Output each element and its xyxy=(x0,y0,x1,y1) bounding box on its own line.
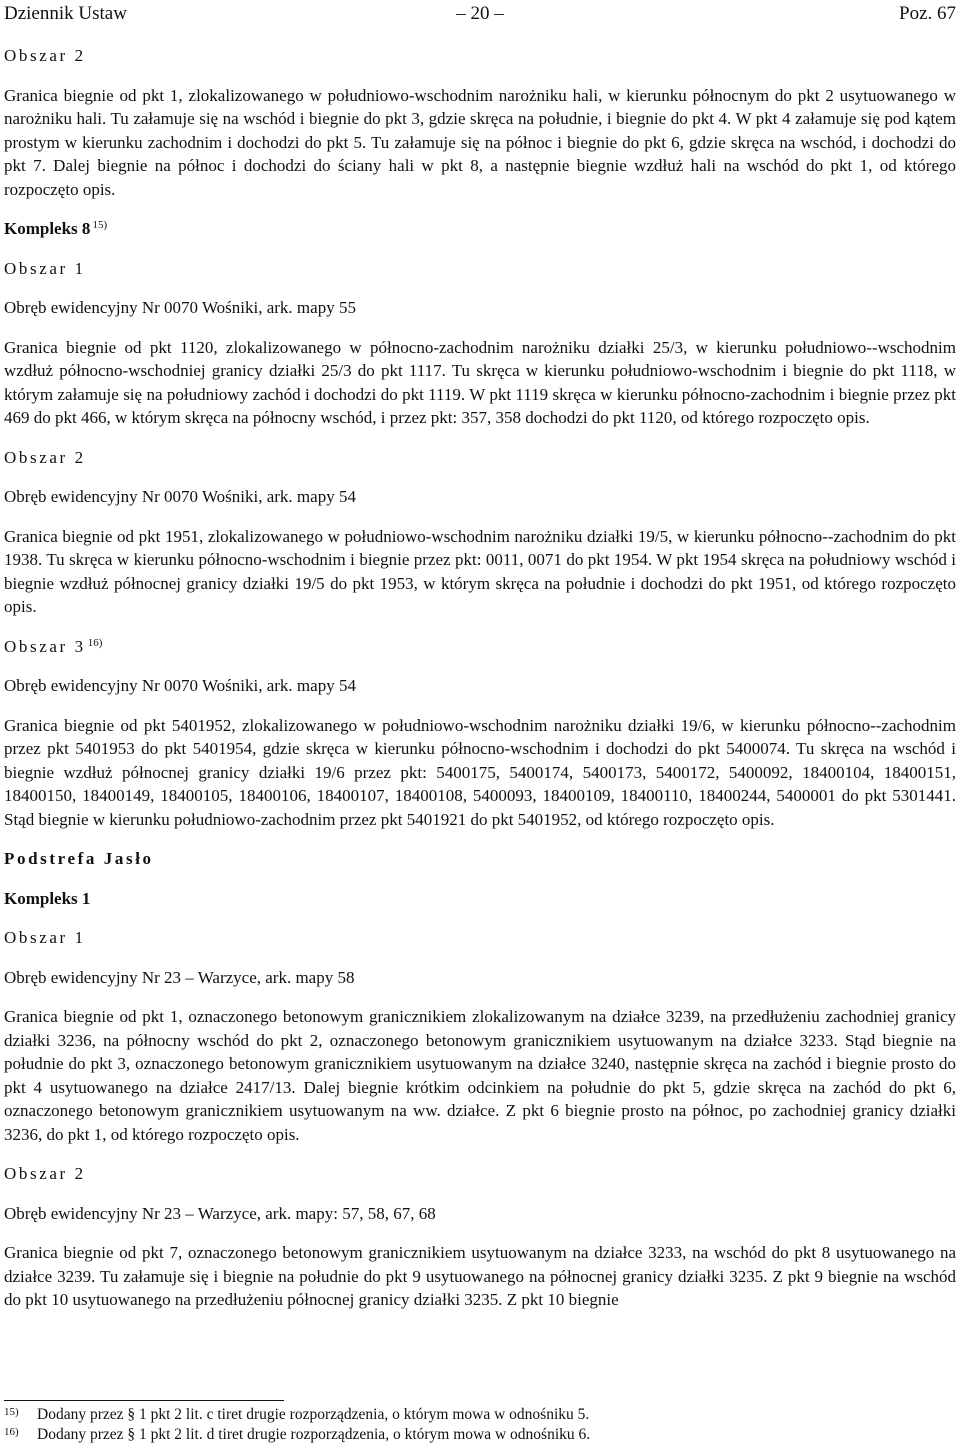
cadastral-district: Obręb ewidencyjny Nr 0070 Wośniki, ark. mapy 54 xyxy=(4,676,356,695)
footnotes xyxy=(4,1400,956,1445)
area-heading: Obszar 1 xyxy=(4,928,86,947)
footnote-ref: 16) xyxy=(87,636,103,649)
journal-title: Dziennik Ustaw xyxy=(4,3,127,24)
area-heading: Obszar 2 xyxy=(4,1164,86,1183)
footnote-text: Dodany przez § 1 pkt 2 lit. c tiret drugie rozporządzenia, o którym mowa w odnośniku 5. xyxy=(37,1406,590,1423)
cadastral-district: Obręb ewidencyjny Nr 23 – Warzyce, ark. mapy 58 xyxy=(4,967,355,987)
position-number: Poz. 67 xyxy=(899,3,956,24)
page-number: – 20 – xyxy=(456,3,504,24)
area-heading xyxy=(4,635,956,659)
footnote-mark: 16) xyxy=(4,1426,19,1438)
complex-heading xyxy=(4,217,956,241)
area-heading: Obszar 1 xyxy=(4,258,86,278)
subzone-heading: Podstrefa Jasło xyxy=(4,849,154,868)
footnote-divider xyxy=(4,1400,284,1401)
running-header xyxy=(4,2,956,26)
boundary-description: Granica biegnie od pkt 1, oznaczonego betonowym granicznikiem zlokalizowanym na działce 3239, na przedłużeniu zachodniej granicy działki 3236, na północny wschód do pkt 2, oznaczonego betonowym granicznikiem usytuowanym na działce 3233. Stąd biegnie na południe do pkt 3, oznaczonego betonowym granicznikiem usytuowanym na działce 3240, następnie skręca na zachód i biegnie prosto do pkt 4 usytuowanego na działce 2417/13. Dalej biegnie krótkim odcinkiem na południe do pkt 5, gdzie skręca na zachód do pkt 6, oznaczonego betonowym granicznikiem usytuowanym na ww. działce. Z pkt 6 biegnie prosto na północ, po zachodniej granicy działki 3236, do pkt 1, od którego rozpoczęto opis. xyxy=(4,1007,956,1144)
document-body xyxy=(4,44,956,1312)
footnote-ref: 15) xyxy=(92,219,108,231)
footnote xyxy=(4,1405,956,1425)
boundary-description: Granica biegnie od pkt 5401952, zlokalizowanego w południowo-wschodnim narożniku działki 19/6, w kierunku północno-‑zachodnim przez pkt 5401953 do pkt 5401954, gdzie skręca w kierunku północno-wschodnim i dochodzi do pkt 5400074. Tu skręca na wschód i biegnie wzdłuż północnej granicy działki 19/6 przez pkt: 5400175, 5400174, 5400173, 5400172, 5400092, 18400104, 18400151, 18400150, 18400149, 18400105, 18400106, 18400107, 18400108, 5400093, 18400109, 18400110, 18400244, 5400001 do pkt 5301441. Stąd biegnie w kierunku południowo-zachodnim przez pkt 5401921 do pkt 5401952, od którego rozpoczęto opis. xyxy=(4,715,956,829)
complex-heading-text: Kompleks 8 xyxy=(4,219,91,238)
area-heading: Obszar 2 xyxy=(4,46,86,65)
boundary-description: Granica biegnie od pkt 1120, zlokalizowanego w północno-zachodnim narożniku działki 25/3, w kierunku południowo-‑wschodnim wzdłuż północno-wschodniej granicy działki 25/3 do pkt 1117. Tu skręca w kierunku południowo-wschodnim i biegnie do pkt 1118, w którym załamuje się na południowy zachód i dochodzi do pkt 1119. W pkt 1119 skręca w kierunku północno-zachodnim i biegnie przez pkt 469 do pkt 466, w którym skręca na północny wschód, i przez pkt: 357, 358 dochodzi do pkt 1120, od którego rozpoczęto opis. xyxy=(4,337,956,427)
footnote xyxy=(4,1425,956,1445)
boundary-description: Granica biegnie od pkt 1951, zlokalizowanego w południowo-wschodnim narożniku działki 19/5, w kierunku północno-‑zachodnim do pkt 1938. Tu skręca w kierunku północno-wschodnim i biegnie przez pkt: 0011, 0071 do pkt 1954. W pkt 1954 skręca na południowy wschód i biegnie wzdłuż północnej granicy działki 19/5 do pkt 1953, w którym skręca na południe i dochodzi do pkt 1951, od którego rozpoczęto opis. xyxy=(4,526,956,616)
cadastral-district: Obręb ewidencyjny Nr 0070 Wośniki, ark. mapy 54 xyxy=(4,487,356,506)
cadastral-district: Obręb ewidencyjny Nr 0070 Wośniki, ark. mapy 55 xyxy=(4,298,356,317)
complex-heading: Kompleks 1 xyxy=(4,888,91,908)
area-heading-text: Obszar 3 xyxy=(4,636,86,656)
boundary-description: Granica biegnie od pkt 1, zlokalizowanego w południowo-wschodnim narożniku hali, w kierunku północnym do pkt 2 usytuowanego w narożniku hali. Tu załamuje się na wschód i biegnie do pkt 3, gdzie skręca na południe, i biegnie do pkt 4. W pkt 4 załamuje się pod kątem prostym w kierunku zachodnim i dochodzi do pkt 5. Tu załamuje się na północ i biegnie do pkt 6, gdzie skręca na wschód, i dochodzi do pkt 7. Dalej biegnie na północ i dochodzi do ściany hali w pkt 8, a następnie biegnie wzdłuż hali na wschód do pkt 1, od którego rozpoczęto opis. xyxy=(4,85,956,199)
cadastral-district: Obręb ewidencyjny Nr 23 – Warzyce, ark. mapy: 57, 58, 67, 68 xyxy=(4,1203,436,1223)
footnote-text: Dodany przez § 1 pkt 2 lit. d tiret drugie rozporządzenia, o którym mowa w odnośniku 6. xyxy=(37,1426,591,1443)
area-heading: Obszar 2 xyxy=(4,447,86,467)
footnote-mark: 15) xyxy=(4,1406,19,1418)
boundary-description: Granica biegnie od pkt 7, oznaczonego betonowym granicznikiem usytuowanym na działce 3233, na wschód do pkt 8 usytuowanego na działce 3239. Tu załamuje się i biegnie na południe do pkt 9 usytuowanego na północnej granicy działki 3235. Z pkt 9 biegnie na wschód do pkt 10 usytuowanego na przedłużeniu północnej granicy działki 3235. Z pkt 10 biegnie xyxy=(4,1243,956,1309)
